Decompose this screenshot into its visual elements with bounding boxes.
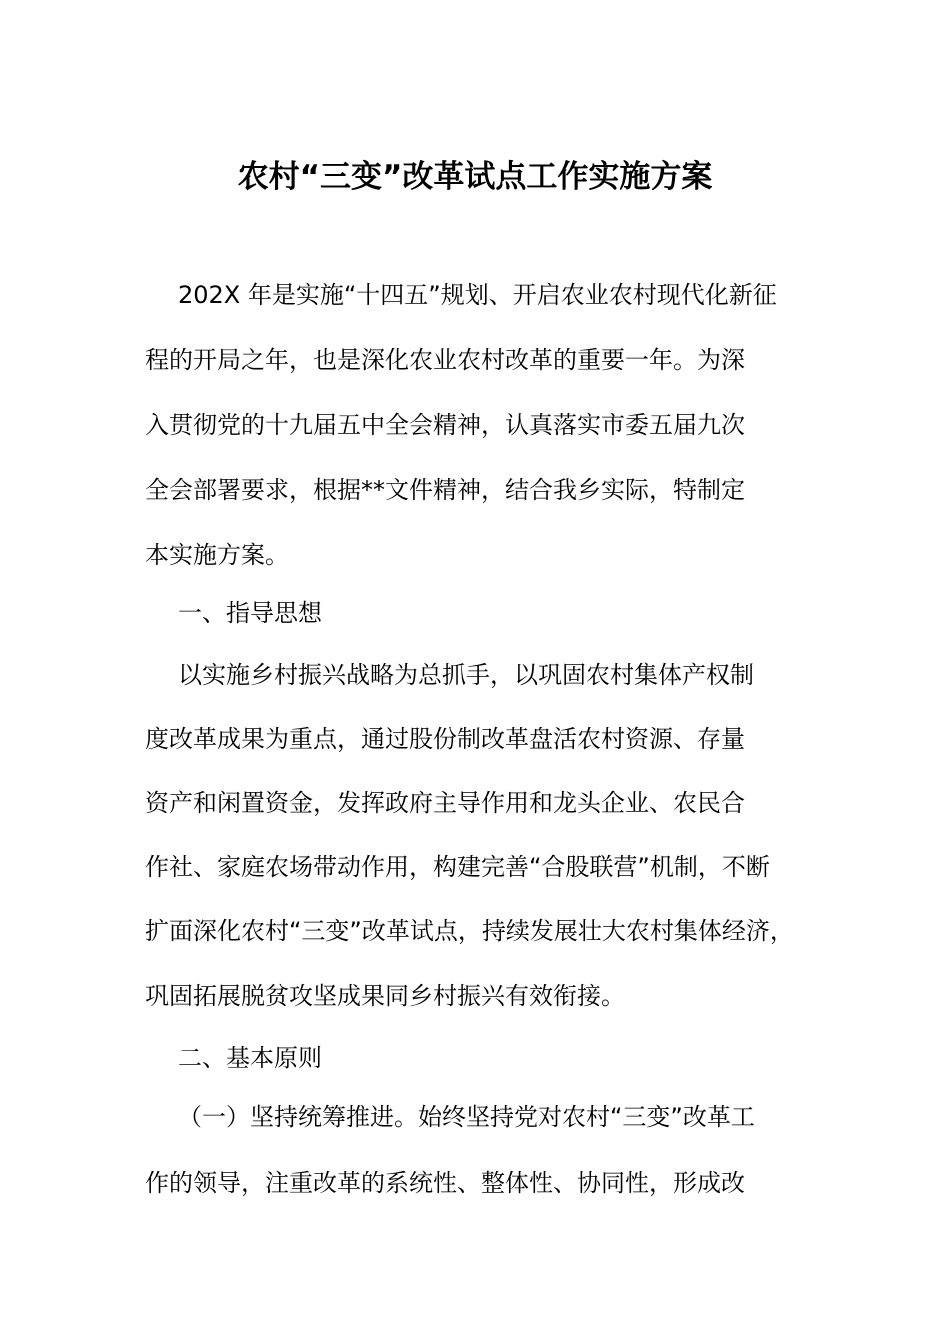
paragraph-line: 资产和闲置资金，发挥政府主导作用和龙头企业、农民合 (145, 789, 745, 817)
paragraph-line: 程的开局之年，也是深化农业农村改革的重要一年。为深 (145, 346, 745, 374)
section-heading: 一、指导思想 (178, 599, 322, 627)
paragraph-line: 全会部署要求，根据**文件精神，结合我乡实际，特制定 (145, 476, 745, 504)
paragraph-line: （一）坚持统筹推进。始终坚持党对农村“三变”改革工 (178, 1103, 755, 1131)
paragraph-line: 度改革成果为重点，通过股份制改革盘活农村资源、存量 (145, 725, 745, 753)
paragraph-line: 作社、家庭农场带动作用，构建完善“合股联营”机制，不断 (145, 853, 770, 881)
section-heading: 二、基本原则 (178, 1044, 322, 1072)
paragraph-line: 入贯彻党的十九届五中全会精神，认真落实市委五届九次 (145, 411, 745, 439)
paragraph-line: 以实施乡村振兴战略为总抓手，以巩固农村集体产权制 (178, 661, 754, 689)
paragraph-line: 巩固拓展脱贫攻坚成果同乡村振兴有效衔接。 (145, 982, 625, 1010)
paragraph-line: 202X 年是实施“十四五”规划、开启农业农村现代化新征 (178, 281, 777, 309)
paragraph-line: 作的领导，注重改革的系统性、整体性、协同性，形成改 (145, 1169, 745, 1197)
paragraph-line: 扩面深化农村“三变”改革试点，持续发展壮大农村集体经济， (145, 917, 794, 945)
document-title: 农村“三变”改革试点工作实施方案 (237, 159, 713, 195)
paragraph-line: 本实施方案。 (145, 541, 289, 569)
